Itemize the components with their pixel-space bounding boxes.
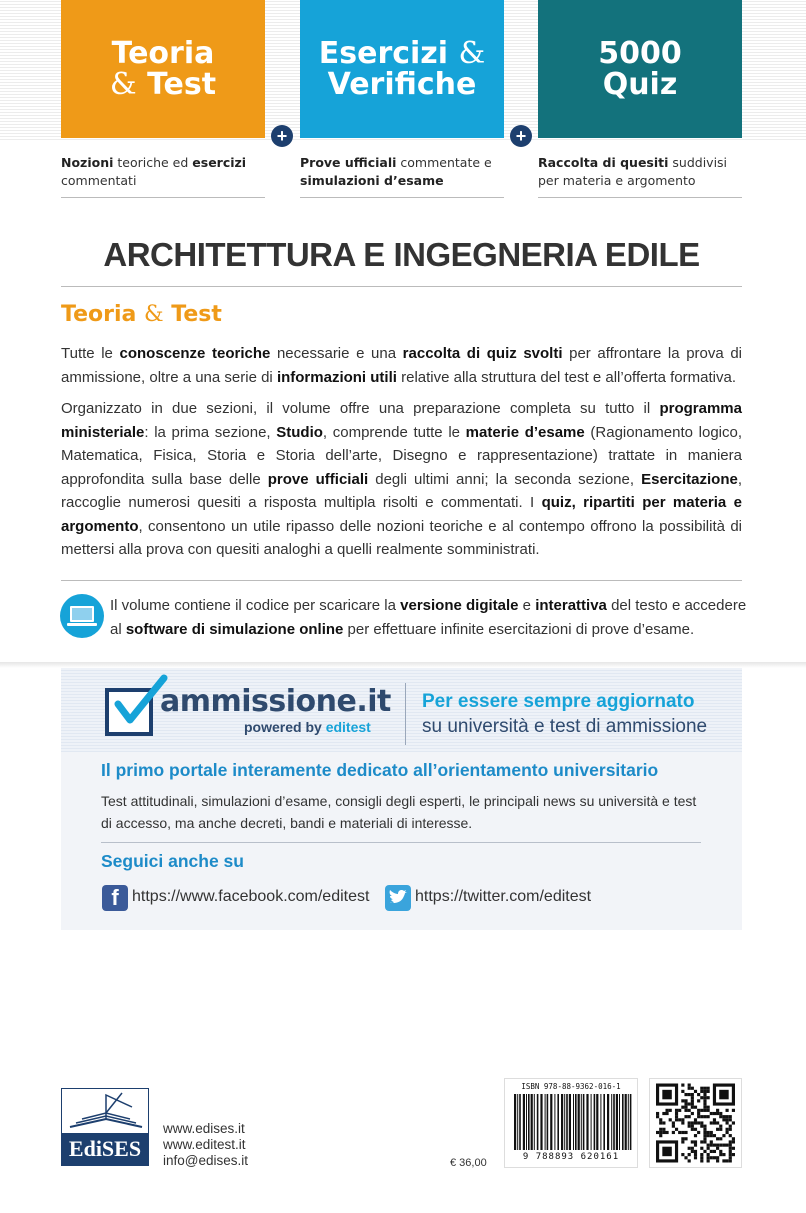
bold-text: Studio [276,423,323,441]
text: per affrontare la prova di ammissione, oltre a una serie di [61,345,743,386]
qr-code-icon [656,1083,735,1163]
section-heading [61,302,222,327]
facebook-link[interactable]: https://www.facebook.com/editest [132,888,370,905]
website-link[interactable]: www.edises.it [163,1121,245,1136]
bold-text: raccolta di quiz svolti [402,345,563,362]
twitter-link[interactable]: https://twitter.com/editest [415,888,592,905]
plus-icon: + [271,125,293,147]
price: € 36,00 [450,1157,487,1169]
text: degli ultimi anni; la seconda sezione, [368,470,642,488]
text: Organizzato in due sezioni, il volume offre una preparazione completa su tutto il [61,400,660,417]
digital-version-note [110,594,750,641]
monitor-icon [60,594,104,638]
portal-tagline-sub: su università e test di ammissione [422,716,708,737]
twitter-icon [385,885,411,911]
text: , raccoglie numerosi quesiti a risposta multipla risolti e commentati. I [61,470,742,511]
caption-bold: Nozioni [61,155,114,170]
portal-title: Il primo portale interamente dedicato all’orientamento universitario [101,760,659,780]
barcode-icon [512,1094,632,1150]
text: Il volume contiene il codice per scaricare la [110,597,401,614]
text: e [518,597,536,614]
powered-by-text: powered by [244,719,322,735]
separator [405,683,406,745]
intro-paragraph [61,342,742,389]
book-icon [62,1089,148,1133]
caption-teoria [61,154,265,198]
bold-text: Esercitazione [641,470,738,488]
text: del testo e accedere al [110,597,747,638]
box-amp: & [109,67,137,102]
caption-bold: simulazioni d’esame [300,172,444,188]
heading-amp: & [144,302,164,327]
box-amp: & [458,35,486,71]
website-link[interactable]: www.editest.it [163,1137,246,1152]
text: Tutte le [61,345,120,362]
text: , consentono un utile ripasso delle nozioni teoriche e al contempo offrono la possibilità di mettersi alla prova con quesiti analoghi a quelli realmente somministrati. [61,517,742,558]
portal-tagline: Per essere sempre aggiornato [422,691,695,712]
caption-text: suddivisi per materia e argomento [538,155,728,188]
box-line2: Quiz [602,67,678,102]
facebook-icon: f [102,885,128,911]
portal-description: Test attitudinali, simulazioni d’esame, consigli degli esperti, le principali news su università e test di accesso, ma anche decreti, bandi e materiali di interesse. [101,793,697,831]
caption-esercizi [300,154,504,198]
caption-text: commentati [61,172,137,188]
teoria-test-box [61,0,265,138]
heading-word: Teoria [61,302,137,327]
esercizi-verifiche-box [300,0,504,138]
text: relative alla struttura del test e all’offerta formativa. [396,368,736,386]
caption-text: commentate e [396,155,492,170]
caption-bold: esercizi [192,155,247,170]
box-line2: Verifiche [327,67,477,102]
bold-text: quiz, ripartiti per materia e argomento [61,494,742,535]
bold-text: software di simulazione online [125,620,344,638]
box-line1: Esercizi [318,35,449,71]
publisher-contacts [163,1121,248,1169]
portal-brand: ammissione.it [160,684,391,719]
divider [101,842,701,843]
caption-bold: Prove ufficiali [300,155,397,170]
isbn: ISBN 978-88-9362-016-1 [521,1082,621,1091]
quiz-box [538,0,742,138]
edises-logo [61,1088,149,1166]
logo-text: EdiSES [62,1133,148,1165]
bold-text: versione digitale [400,597,519,614]
box-line1: 5000 [598,35,682,71]
text: per effettuare infinite esercitazioni di prove d’esame. [343,620,695,638]
heading-word: Test [171,302,222,327]
box-line1: Teoria [111,35,215,71]
caption-bold: Raccolta di quesiti [538,155,669,170]
plus-icon: + [510,125,532,147]
book-title: ARCHITETTURA E INGEGNERIA EDILE [61,236,742,287]
text: , comprende tutte le [322,423,466,441]
bold-text: informazioni utili [276,368,397,386]
bold-text: interattiva [535,597,607,614]
powered-by-name: editest [325,719,371,735]
caption-quiz [538,154,742,198]
follow-heading: Seguici anche su [101,851,244,871]
powered-by [244,719,371,735]
divider [61,580,742,581]
text: (Ragionamento logico, Matematica, Fisica, Storia e Storia dell’arte, Disegno e rappresentazione) trattate in maniera approfondita sulla base delle [61,423,743,488]
text: necessarie e una [270,345,403,362]
barcode-digits: 9 788893 620161 [522,1152,620,1162]
description-paragraph [61,397,742,562]
text: : la prima sezione, [144,423,277,441]
bold-text: prove ufficiali [267,470,369,488]
email-link[interactable]: info@edises.it [163,1153,248,1168]
bold-text: programma ministeriale [61,400,742,441]
caption-text: teoriche ed [113,155,193,170]
box-line2: Test [147,67,217,102]
bold-text: materie d’esame [465,423,585,441]
bold-text: conoscenze teoriche [119,345,271,362]
